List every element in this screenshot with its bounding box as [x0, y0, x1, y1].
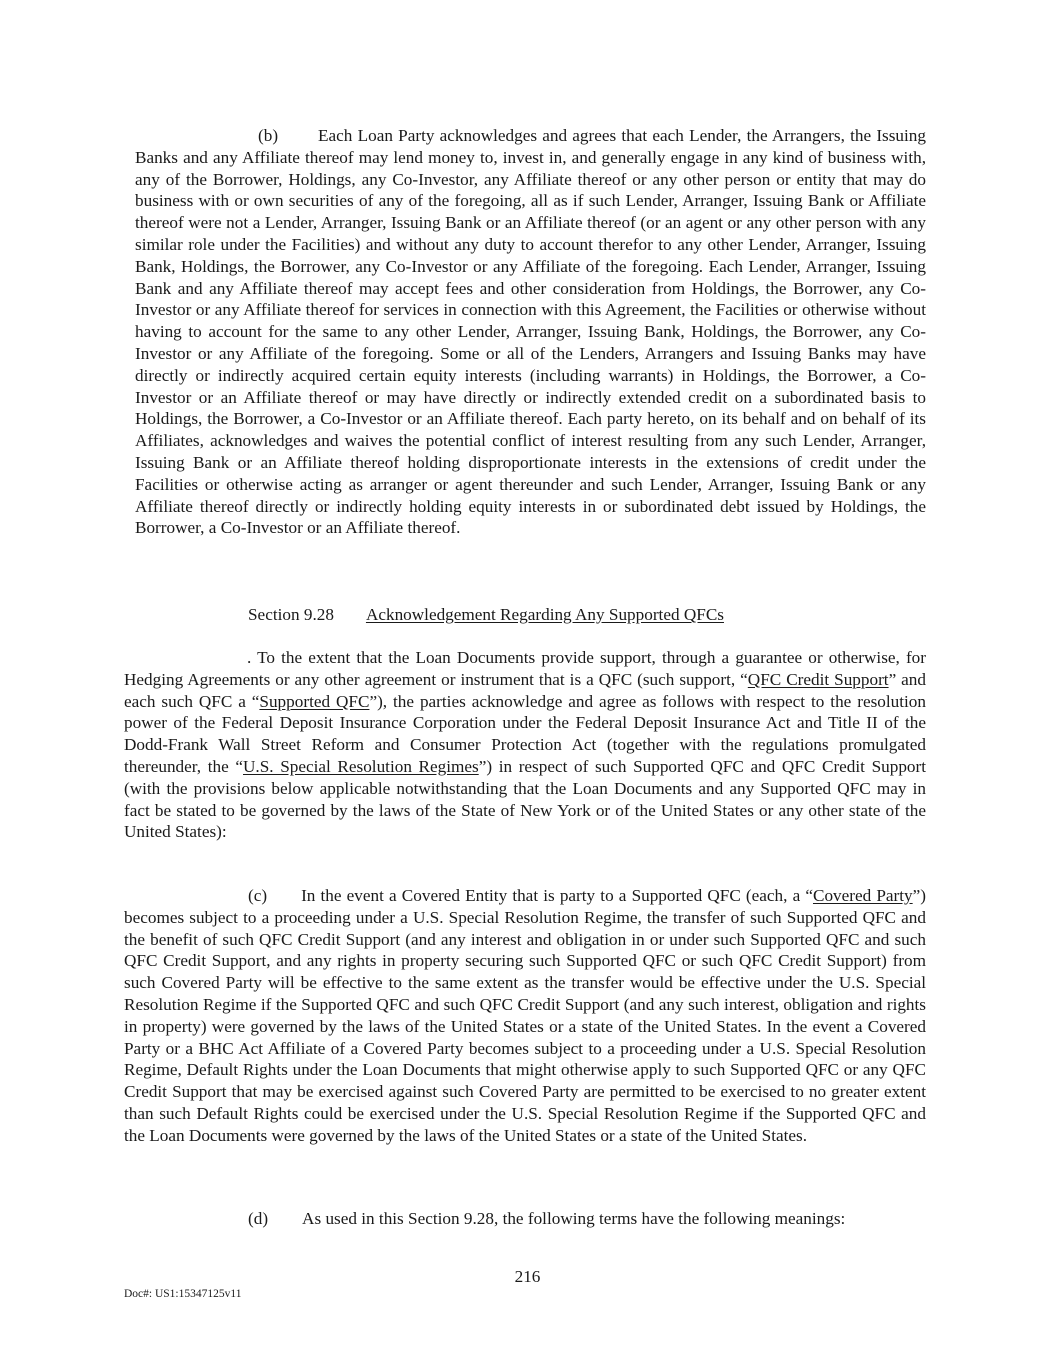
paragraph-qfc-text-3: ”), the parties acknowledge and agree as follows with respect to the resolution power of the Federal Deposit Insurance Corporation under the Federal Deposit Insurance Act and Title II of the Dodd-Frank Wall Street Reform and Consumer Protection Act (together with the regulations promulgated thereunder, the “: [124, 691, 926, 776]
paragraph-qfc: [124, 647, 926, 843]
paragraph-c-text-2: ”) becomes subject to a proceeding under a U.S. Special Resolution Regime, the transfer of such Supported QFC and the benefit of such QFC Credit Support (and any interest and obligation in or under such Supported QFC and such QFC Credit Support, and any rights in property securing such Supported QFC or such QFC Credit Support) from such Covered Party will be effective to the same extent as the transfer would be effective under the U.S. Special Resolution Regime if the Supported QFC and such QFC Credit Support (and any such interest, obligation and rights in property) were governed by the laws of the United States or a state of the United States. In the event a Covered Party or a BHC Act Affiliate of a Covered Party becomes subject to a proceeding under a U.S. Special Resolution Regime, Default Rights under the Loan Documents that might otherwise apply to such Supported QFC or any QFC Credit Support that may be exercised against such Covered Party are permitted to be exercised to no greater extent than such Default Rights could be exercised under the U.S. Special Resolution Regime if the Supported QFC and the Loan Documents were governed by the laws of the United States or a state of the United States.: [124, 886, 926, 1145]
document-id: Doc#: US1:15347125v11: [124, 1288, 242, 1300]
paragraph-d-text: As used in this Section 9.28, the following terms have the following meanings:: [302, 1209, 846, 1228]
defined-term-qfc-credit-support: QFC Credit Support: [747, 669, 889, 689]
defined-term-supported-qfc: Supported QFC: [259, 691, 370, 711]
paragraph-c-text-1: In the event a Covered Entity that is party to a Supported QFC (each, a “: [301, 886, 813, 905]
paragraph-c-label: (c): [248, 886, 268, 905]
section-heading: [248, 604, 724, 626]
paragraph-qfc-indent: [124, 648, 247, 667]
paragraph-qfc-text-4: ”) in respect of such Supported QFC and QFC Credit Support (with the provisions below applicable notwithstanding that the Loan Documents and any Supported QFC may in fact be stated to be governed by the laws of the State of New York or of the United States or any other state of the United States):: [124, 756, 927, 842]
paragraph-d-label: (d): [248, 1209, 269, 1228]
defined-term-us-special-resolution-regimes: U.S. Special Resolution Regimes: [243, 756, 479, 776]
paragraph-b-label: (b): [258, 126, 279, 145]
paragraph-b-text: Each Loan Party acknowledges and agrees that each Lender, the Arrangers, the Issuing Banks and any Affiliate thereof may lend money to, invest in, and generally engage in any kind of business with, any of the Borrower, Holdings, any Co-Investor, any Affiliate thereof or any other person or entity that may do business with or own securities of any of the foregoing, all as if such Lender, Arranger, Issuing Bank or Affiliate thereof were not a Lender, Arranger, Issuing Bank or an Affiliate thereof (or an agent or any other person with any similar role under the Facilities) and without any duty to account therefor to any other Lender, Arranger, Issuing Bank, Holdings, the Borrower, any Co-Investor or any Affiliate of the foregoing. Each Lender, Arranger, Issuing Bank and any Affiliate thereof may accept fees and other consideration from Holdings, the Borrower, any Co-Investor or any Affiliate thereof for services in connection with this Agreement, the Facilities or otherwise without having to account for the same to any other Lender, Arranger, Issuing Bank, Holdings, the Borrower, any Co-Investor or any Affiliate of the foregoing. Some or all of the Lenders, Arrangers and Issuing Banks may have directly or indirectly acquired certain equity interests (including warrants) in Holdings, the Borrower, a Co-Investor or an Affiliate thereof or may have directly or indirectly extended credit on a subordinated basis to Holdings, the Borrower, a Co-Investor or an Affiliate thereof. Each party hereto, on its behalf and on behalf of its Affiliates, acknowledges and waives the potential conflict of interest resulting from any such Lender, Arranger, Issuing Bank or an Affiliate thereof holding disproportionate interests in the extensions of credit under the Facilities or otherwise acting as arranger or agent thereunder and such Lender, Arranger, Issuing Bank or any Affiliate thereof directly or indirectly holding equity interests in or subordinated debt issued by Holdings, the Borrower, a Co-Investor or an Affiliate thereof.: [135, 126, 926, 538]
paragraph-c: [124, 885, 926, 1147]
paragraph-d: [248, 1208, 845, 1230]
page-number: 216: [514, 1267, 541, 1286]
paragraph-b: [135, 125, 926, 539]
section-number: Section 9.28: [248, 605, 334, 624]
paragraph-qfc-text-2: ” and each such QFC a “: [124, 669, 926, 711]
defined-term-covered-party: Covered Party: [812, 886, 913, 905]
paragraph-qfc-text-1: . To the extent that the Loan Documents provide support, through a guarantee or otherwise, for Hedging Agreements or any other agreement or instrument that is a QFC (such support, “: [124, 648, 926, 689]
section-title: Acknowledgement Regarding Any Supported QFCs: [365, 605, 724, 624]
